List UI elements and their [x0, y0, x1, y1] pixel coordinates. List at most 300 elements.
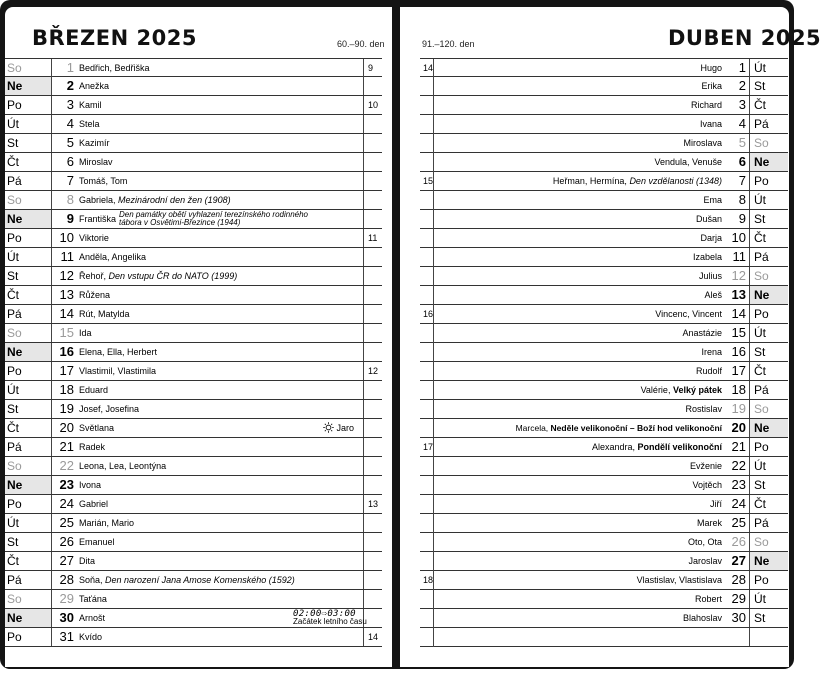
day-row[interactable]: [5, 96, 382, 115]
day-row[interactable]: [5, 438, 382, 457]
week-number: [363, 590, 382, 608]
day-number: 3: [738, 97, 746, 112]
week-number: 14: [363, 628, 382, 646]
day-row[interactable]: [420, 438, 788, 457]
week-number: [420, 362, 434, 381]
weekday: Pá: [5, 305, 52, 323]
day-row[interactable]: [5, 609, 382, 628]
day-row[interactable]: [5, 305, 382, 324]
weekday: St: [5, 400, 52, 418]
day-row[interactable]: [420, 191, 788, 210]
day-number: 7: [66, 173, 74, 188]
name-day: [74, 59, 324, 77]
name-day: [74, 115, 324, 133]
weekday: Út: [749, 191, 788, 209]
weekday: Út: [5, 248, 52, 266]
name-day: [500, 552, 724, 570]
holiday-text: Mezinárodní den žen (1908): [118, 195, 231, 205]
name-day: [74, 172, 324, 190]
week-number: [420, 134, 434, 153]
name-day-text: Světlana: [79, 423, 115, 433]
day-row[interactable]: [420, 590, 788, 609]
week-number: [420, 400, 434, 419]
week-number: [420, 590, 434, 609]
week-number: [363, 115, 382, 133]
day-row[interactable]: [420, 400, 788, 419]
week-number: [363, 457, 382, 475]
week-number: 14: [420, 59, 434, 78]
week-number: 15: [420, 172, 434, 191]
week-number: [420, 210, 434, 229]
name-day-text: Eduard: [79, 385, 109, 395]
day-range-april: 91.–120. den: [422, 39, 475, 49]
weekday: Ne: [749, 552, 788, 570]
name-day-text: Richard: [690, 100, 722, 110]
day-row[interactable]: [420, 514, 788, 533]
name-day-text: Viktorie: [79, 233, 109, 243]
dst-label: Začátek letního času: [293, 617, 367, 626]
week-number: [420, 533, 434, 552]
name-day-text: Alexandra,: [591, 442, 638, 452]
name-day: [500, 476, 724, 494]
weekday: Út: [749, 457, 788, 475]
name-day: [74, 571, 324, 589]
name-day-text: Oto, Ota: [687, 537, 722, 547]
week-number: [420, 248, 434, 267]
day-row[interactable]: [420, 343, 788, 362]
day-number: 2: [66, 78, 74, 93]
name-day: [500, 628, 724, 646]
weekday: Ne: [5, 476, 52, 494]
week-number: [363, 267, 382, 285]
name-day-text: Bedřich, Bedřiška: [79, 63, 150, 73]
week-number: 17: [420, 438, 434, 457]
name-day-text: Řehoř,: [79, 271, 109, 281]
weekday: Čt: [749, 96, 788, 114]
week-number: [420, 343, 434, 362]
name-day: [500, 59, 724, 77]
name-day-text: Ivana: [699, 119, 722, 129]
name-day: [500, 305, 724, 323]
weekday: So: [749, 267, 788, 285]
season-start: [323, 419, 354, 437]
name-day: [74, 229, 324, 247]
day-row[interactable]: [420, 153, 788, 172]
weekday: St: [5, 267, 52, 285]
name-day-text: Dita: [79, 556, 96, 566]
week-number: [420, 229, 434, 248]
name-day-text: Kazimír: [79, 138, 110, 148]
name-day-text: Hugo: [700, 63, 722, 73]
week-number: [363, 400, 382, 418]
weekday: St: [749, 343, 788, 361]
day-number: 4: [66, 116, 74, 131]
name-day-text: Leona, Lea, Leontýna: [79, 461, 167, 471]
name-day-text: Soňa,: [79, 575, 106, 585]
weekday: St: [749, 476, 788, 494]
week-number: [420, 495, 434, 514]
day-number: 9: [66, 211, 74, 226]
day-row[interactable]: [420, 286, 788, 305]
name-day-text: Gabriela,: [79, 195, 119, 205]
week-number: [363, 286, 382, 304]
name-day: [74, 77, 324, 95]
week-number: [363, 172, 382, 190]
day-row[interactable]: [420, 495, 788, 514]
name-day-text: Anděla, Angelika: [79, 252, 147, 262]
name-day-text: Valérie,: [640, 385, 673, 395]
name-day: [500, 514, 724, 532]
day-row[interactable]: [5, 172, 382, 191]
day-row[interactable]: [5, 457, 382, 476]
weekday: Út: [749, 59, 788, 77]
day-row[interactable]: [5, 153, 382, 172]
day-row[interactable]: [5, 381, 382, 400]
name-day-text: Gabriel: [79, 499, 109, 509]
week-number: [420, 267, 434, 286]
weekday: St: [749, 609, 788, 627]
weekday: Čt: [5, 286, 52, 304]
weekday: Čt: [749, 229, 788, 247]
weekday: Pá: [749, 514, 788, 532]
day-row[interactable]: [420, 533, 788, 552]
day-row[interactable]: [5, 115, 382, 134]
week-number: 12: [363, 362, 382, 380]
name-day-text: Kamil: [79, 100, 102, 110]
day-row[interactable]: [420, 229, 788, 248]
day-number: 23: [731, 477, 746, 492]
day-number: 27: [731, 553, 746, 568]
name-day: [74, 248, 324, 266]
day-row[interactable]: [5, 628, 382, 647]
week-number: [420, 609, 434, 628]
day-number: 1: [738, 60, 746, 75]
day-number: 4: [738, 116, 746, 131]
name-day: [500, 248, 724, 266]
name-day: [500, 438, 724, 456]
day-row[interactable]: [5, 590, 382, 609]
day-row[interactable]: [5, 248, 382, 267]
day-number: 28: [731, 572, 746, 587]
day-number: 12: [731, 268, 746, 283]
day-row[interactable]: [5, 58, 382, 77]
name-day: [500, 609, 724, 627]
name-day-text: Taťána: [79, 594, 107, 604]
day-number: 18: [59, 382, 74, 397]
day-row[interactable]: [5, 286, 382, 305]
name-day-text: Julius: [698, 271, 722, 281]
weekday: Čt: [5, 419, 52, 437]
day-row[interactable]: [5, 495, 382, 514]
name-day-text: Marián, Mario: [79, 518, 135, 528]
day-number: 8: [738, 192, 746, 207]
day-number: 20: [59, 420, 74, 435]
name-day-text: Tomáš, Tom: [79, 176, 128, 186]
weekday: So: [749, 533, 788, 551]
name-day-text: Emanuel: [79, 537, 115, 547]
weekday: [749, 628, 788, 646]
name-day: [74, 533, 324, 551]
week-number: [363, 153, 382, 171]
name-day: [500, 229, 724, 247]
weekday: Ne: [5, 343, 52, 361]
april-page: [400, 7, 821, 667]
name-day: [500, 286, 724, 304]
day-number: 23: [59, 477, 74, 492]
day-row[interactable]: [5, 343, 382, 362]
sun-icon: [323, 422, 334, 433]
day-number: 22: [59, 458, 74, 473]
day-row[interactable]: [5, 552, 382, 571]
week-number: 13: [363, 495, 382, 513]
name-day: [500, 191, 724, 209]
weekday: Pá: [5, 172, 52, 190]
name-day: [74, 628, 324, 646]
week-number: [363, 476, 382, 494]
holiday-text: Den vstupu ČR do NATO (1999): [108, 271, 238, 281]
name-day-text: Anastázie: [682, 328, 722, 338]
name-day: [500, 381, 724, 399]
name-day-text: Jaroslav: [688, 556, 722, 566]
weekday: Ne: [749, 286, 788, 304]
name-day-text: Rút, Matylda: [79, 309, 130, 319]
day-row[interactable]: [5, 533, 382, 552]
name-day-text: Radek: [79, 442, 106, 452]
weekday: St: [5, 533, 52, 551]
weekday: Čt: [749, 362, 788, 380]
name-day-text: Vlastislav, Vlastislava: [636, 575, 722, 585]
day-row[interactable]: [420, 58, 788, 77]
day-number: 11: [60, 249, 74, 264]
weekday: Pá: [749, 115, 788, 133]
day-number: 26: [59, 534, 74, 549]
weekday: Út: [749, 590, 788, 608]
week-number: [420, 96, 434, 115]
name-day: [74, 438, 324, 456]
day-number: 9: [738, 211, 746, 226]
weekday: Pá: [5, 438, 52, 456]
day-row[interactable]: [420, 77, 788, 96]
day-number: 6: [66, 154, 74, 169]
name-day-text: Darja: [700, 233, 722, 243]
name-day-text: Ivona: [79, 480, 102, 490]
day-row[interactable]: [5, 571, 382, 590]
day-row[interactable]: [420, 134, 788, 153]
arrow-right-icon: ⇨: [321, 609, 328, 619]
week-number: [363, 533, 382, 551]
name-day-text: Františka: [79, 214, 117, 224]
weekday: Út: [5, 381, 52, 399]
day-number: 24: [59, 496, 74, 511]
week-number: 10: [363, 96, 382, 114]
name-day-text: Miroslava: [683, 138, 722, 148]
week-number: 11: [363, 229, 382, 247]
day-row[interactable]: [5, 210, 382, 229]
day-row[interactable]: [420, 248, 788, 267]
day-number: 30: [731, 610, 746, 625]
week-number: [420, 191, 434, 210]
name-day-text: Jiří: [710, 499, 722, 509]
day-row[interactable]: [5, 267, 382, 286]
week-number: [363, 419, 382, 437]
day-number: 24: [731, 496, 746, 511]
day-row[interactable]: [420, 324, 788, 343]
day-row[interactable]: [5, 191, 382, 210]
week-number: [420, 115, 434, 134]
day-row[interactable]: [420, 609, 788, 628]
day-row[interactable]: [5, 400, 382, 419]
day-row[interactable]: [420, 267, 788, 286]
weekday: Po: [5, 495, 52, 513]
april-day-list: [420, 58, 788, 647]
holiday-text: Den vzdělanosti (1348): [629, 176, 722, 186]
day-row[interactable]: [5, 419, 382, 438]
name-day: [74, 324, 324, 342]
week-number: [420, 476, 434, 495]
day-row[interactable]: [5, 362, 382, 381]
name-day: [500, 533, 724, 551]
name-day: [74, 381, 324, 399]
day-row[interactable]: [420, 571, 788, 590]
name-day: [500, 77, 724, 95]
week-number: [363, 248, 382, 266]
day-number: 14: [59, 306, 74, 321]
day-number: 21: [731, 439, 746, 454]
name-day-text: Robert: [694, 594, 722, 604]
name-day-text: Blahoslav: [682, 613, 722, 623]
day-number: 14: [731, 306, 746, 321]
week-number: [420, 628, 434, 647]
weekday: Pá: [5, 571, 52, 589]
weekday: Út: [749, 324, 788, 342]
weekday: Po: [5, 229, 52, 247]
day-row[interactable]: [5, 476, 382, 495]
day-number: [724, 628, 746, 646]
name-day-text: Anežka: [79, 81, 110, 91]
weekday: So: [5, 59, 52, 77]
weekday: So: [749, 134, 788, 152]
name-day-text: Miroslav: [79, 157, 113, 167]
name-day: [74, 419, 324, 437]
name-day: [500, 590, 724, 608]
day-row[interactable]: [5, 514, 382, 533]
day-row[interactable]: [5, 229, 382, 248]
day-number: 30: [59, 610, 74, 625]
name-day-text: Stela: [79, 119, 100, 129]
day-number: 10: [59, 230, 74, 245]
day-row[interactable]: [420, 305, 788, 324]
day-row[interactable]: [420, 115, 788, 134]
day-number: 17: [731, 363, 746, 378]
weekday: Pá: [749, 381, 788, 399]
day-number: 15: [59, 325, 74, 340]
weekday: Po: [5, 96, 52, 114]
name-day: [74, 400, 324, 418]
name-day: [74, 457, 324, 475]
day-number: 25: [731, 515, 746, 530]
name-day: [74, 153, 324, 171]
day-number: 18: [731, 382, 746, 397]
dst-note: [293, 610, 367, 626]
day-row[interactable]: [5, 134, 382, 153]
name-day-text: Aleš: [704, 290, 722, 300]
weekday: St: [5, 134, 52, 152]
name-day-text: Elena, Ella, Herbert: [79, 347, 158, 357]
week-number: 18: [420, 571, 434, 590]
week-number: 9: [363, 59, 382, 77]
name-day: [74, 96, 324, 114]
weekday: Po: [5, 362, 52, 380]
day-row[interactable]: [420, 172, 788, 191]
day-range-march: 60.–90. den: [337, 39, 385, 49]
weekday: Čt: [749, 495, 788, 513]
name-day-text: Dušan: [695, 214, 722, 224]
name-day: [74, 362, 324, 380]
day-number: 2: [738, 78, 746, 93]
name-day-text: Marek: [696, 518, 722, 528]
name-day: [500, 172, 724, 190]
season-label: Jaro: [336, 423, 355, 433]
name-day: [500, 115, 724, 133]
holiday-text: Den narození Jana Amose Komenského (1592): [105, 575, 295, 585]
day-row[interactable]: [420, 419, 788, 438]
day-number: 29: [59, 591, 74, 606]
name-day: [74, 267, 324, 285]
day-row[interactable]: [420, 381, 788, 400]
day-number: 31: [59, 629, 74, 644]
name-day: [500, 495, 724, 513]
name-day: [74, 514, 324, 532]
weekday: Ne: [5, 77, 52, 95]
name-day: [74, 495, 324, 513]
weekday: Út: [5, 115, 52, 133]
weekday: So: [5, 457, 52, 475]
day-number: 20: [731, 420, 746, 435]
day-number: 5: [66, 135, 74, 150]
weekday: Ne: [5, 609, 52, 627]
day-number: 12: [59, 268, 74, 283]
week-number: [420, 552, 434, 571]
day-row[interactable]: [420, 457, 788, 476]
name-day: [500, 134, 724, 152]
day-number: 5: [738, 135, 746, 150]
day-number: 29: [731, 591, 746, 606]
week-number: [363, 438, 382, 456]
name-day: [500, 153, 724, 171]
week-number: [420, 457, 434, 476]
day-number: 25: [59, 515, 74, 530]
week-number: [420, 514, 434, 533]
weekday: Čt: [5, 552, 52, 570]
weekday: Ne: [5, 210, 52, 228]
day-row[interactable]: [420, 362, 788, 381]
week-number: [420, 419, 434, 438]
day-row[interactable]: [420, 96, 788, 115]
day-row[interactable]: [420, 476, 788, 495]
day-row[interactable]: [420, 552, 788, 571]
day-row[interactable]: [5, 324, 382, 343]
day-number: 1: [66, 60, 74, 75]
name-day-text: Vendula, Venuše: [654, 157, 722, 167]
day-row[interactable]: [420, 210, 788, 229]
weekday: St: [749, 77, 788, 95]
week-number: [420, 153, 434, 172]
name-day-text: Evženie: [689, 461, 722, 471]
day-row[interactable]: [5, 77, 382, 96]
week-number: [363, 514, 382, 532]
day-number: 16: [731, 344, 746, 359]
name-day-text: Vincenc, Vincent: [655, 309, 722, 319]
